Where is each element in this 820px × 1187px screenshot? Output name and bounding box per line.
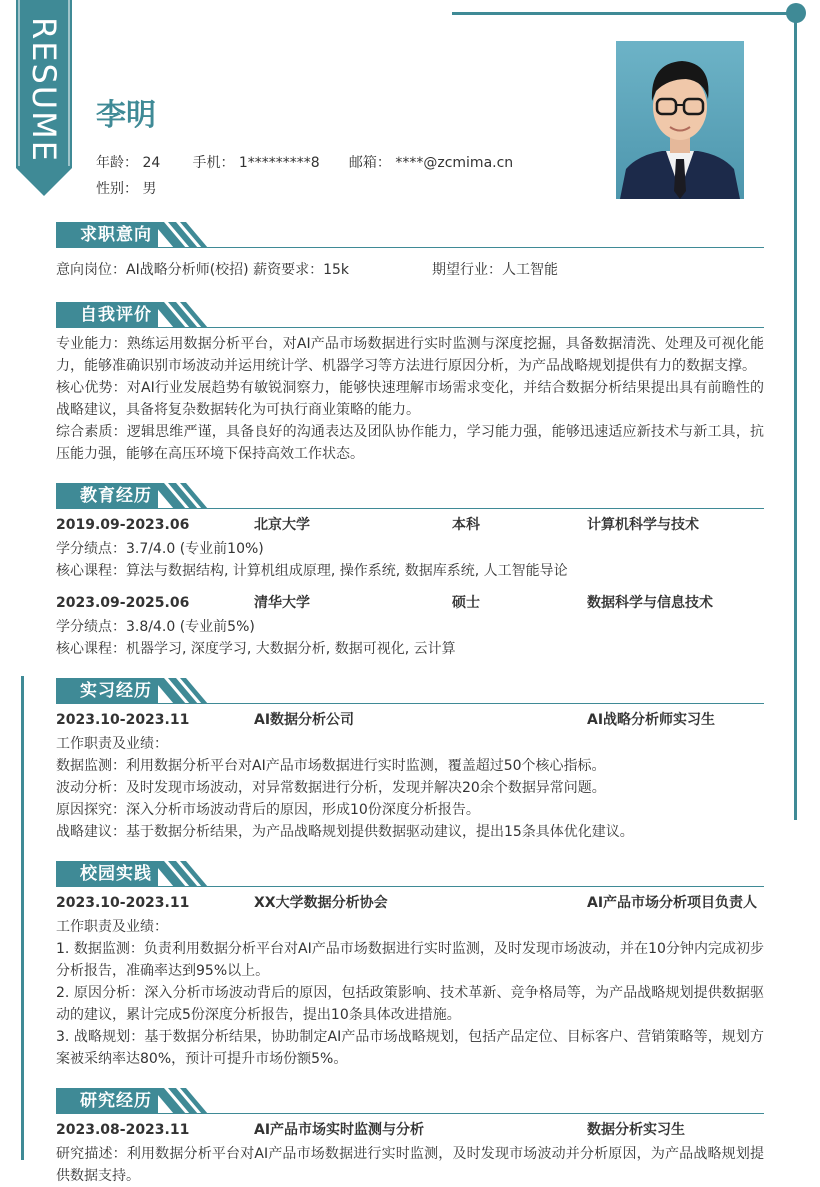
section-header-campus <box>56 857 764 887</box>
research-date: 2023.08-2023.11 <box>56 1122 190 1138</box>
research-role: 数据分析实习生 <box>587 1122 685 1138</box>
campus-item: 2. 原因分析：深入分析市场波动背后的原因，包括政策影响、技术革新、竞争格局等，为产品战略规划提供数据驱动的建议，累计完成5份深度分析报告，提出10条具体改进措施。 <box>56 985 764 1023</box>
edu-courses: 核心课程：算法与数据结构, 计算机组成原理, 操作系统, 数据库系统, 人工智能导论 <box>56 563 568 579</box>
diagonal-stripes-icon <box>152 302 208 328</box>
candidate-name: 李明 <box>96 98 156 133</box>
edu-gpa: 学分绩点：3.7/4.0 (专业前10%) <box>56 541 264 557</box>
section-header-research <box>56 1084 764 1114</box>
self-quality: 综合素质：逻辑思维严谨，具备良好的沟通表达及团队协作能力，学习能力强，能够迅速适应新技术与新工具，抗压能力强，能够在高压环境下保持高效工作状态。 <box>56 424 764 462</box>
intern-intro: 工作职责及业绩： <box>56 736 168 752</box>
section-title-self: 自我评价 <box>80 305 152 325</box>
resume-ribbon <box>16 0 72 196</box>
section-title-intent: 求职意向 <box>80 225 152 245</box>
edu-school: 清华大学 <box>254 595 310 611</box>
age-field: 年龄： 24 <box>96 155 161 171</box>
research-header <box>56 1119 764 1141</box>
edu-date: 2023.09-2025.06 <box>56 595 190 611</box>
diagonal-stripes-icon <box>152 678 208 704</box>
edu-degree: 本科 <box>452 517 480 533</box>
intern-item: 波动分析：及时发现市场波动，对异常数据进行分析，发现并解决20余个数据异常问题。 <box>56 780 606 796</box>
campus-date: 2023.10-2023.11 <box>56 895 190 911</box>
intent-position: 意向岗位：AI战略分析师(校招) 薪资要求：15k <box>56 262 350 278</box>
intent-row <box>56 259 764 281</box>
edu-gpa: 学分绩点：3.8/4.0 (专业前5%) <box>56 619 255 635</box>
edu-major: 数据科学与信息技术 <box>587 595 713 611</box>
phone-field: 手机： 1*********8 <box>192 155 320 171</box>
self-advantage: 核心优势：对AI行业发展趋势有敏锐洞察力，能够快速理解市场需求变化，并结合数据分析结果提出具有前瞻性的战略建议，具备将复杂数据转化为可执行商业策略的能力。 <box>56 380 764 418</box>
section-header-intent <box>56 218 764 248</box>
section-header-intern <box>56 674 764 704</box>
campus-item: 1. 数据监测：负责利用数据分析平台对AI产品市场数据进行实时监测，及时发现市场波动，并在10分钟内完成初步分析报告，准确率达到95%以上。 <box>56 941 764 979</box>
contact-row <box>96 152 513 172</box>
edu-school: 北京大学 <box>254 517 310 533</box>
diagonal-stripes-icon <box>152 861 208 887</box>
gender-row <box>96 178 156 198</box>
left-vertical-line <box>21 676 24 1160</box>
intern-item: 数据监测：利用数据分析平台对AI产品市场数据进行实时监测，覆盖超过50个核心指标。 <box>56 758 606 774</box>
edu-major: 计算机科学与技术 <box>587 517 699 533</box>
top-divider-line <box>452 12 800 15</box>
ribbon-label: RESUME <box>25 16 63 164</box>
diagonal-stripes-icon <box>152 222 208 248</box>
edu-courses: 核心课程：机器学习, 深度学习, 大数据分析, 数据可视化, 云计算 <box>56 641 456 657</box>
intern-header <box>56 709 764 731</box>
intent-industry: 期望行业：人工智能 <box>432 262 558 278</box>
section-title-campus: 校园实践 <box>80 864 152 884</box>
research-desc: 研究描述：利用数据分析平台对AI产品市场数据进行实时监测，及时发现市场波动并分析原因，为产品战略规划提供数据支持。 <box>56 1146 764 1184</box>
campus-intro: 工作职责及业绩： <box>56 919 168 935</box>
diagonal-stripes-icon <box>152 1088 208 1114</box>
intern-company: AI数据分析公司 <box>254 712 355 728</box>
edu-date: 2019.09-2023.06 <box>56 517 190 533</box>
intern-item: 原因探究：深入分析市场波动背后的原因，形成10份深度分析报告。 <box>56 802 480 818</box>
right-vertical-line <box>794 14 797 820</box>
gender-field: 性别： 男 <box>96 181 157 197</box>
section-header-edu <box>56 479 764 509</box>
campus-item: 3. 战略规划：基于数据分析结果，协助制定AI产品市场战略规划，包括产品定位、目标客户、营销策略等，规划方案被采纳率达80%，预计可提升市场份额5%。 <box>56 1029 764 1067</box>
diagonal-stripes-icon <box>152 483 208 509</box>
edu-degree: 硕士 <box>452 595 480 611</box>
intern-date: 2023.10-2023.11 <box>56 712 190 728</box>
edu-entry-2-header <box>56 592 764 614</box>
intern-role: AI战略分析师实习生 <box>587 712 716 728</box>
section-title-research: 研究经历 <box>80 1091 152 1111</box>
section-title-edu: 教育经历 <box>80 486 152 506</box>
research-project: AI产品市场实时监测与分析 <box>254 1122 425 1138</box>
section-header-self <box>56 298 764 328</box>
campus-org: XX大学数据分析协会 <box>254 895 388 911</box>
self-professional: 专业能力：熟练运用数据分析平台，对AI产品市场数据进行实时监测与深度挖掘，具备数据清洗、处理及可视化能力，能够准确识别市场波动并运用统计学、机器学习等方法进行原因分析，为产品战略规划提供有力的数据支撑。 <box>56 336 764 374</box>
person-photo <box>616 41 744 199</box>
edu-entry-1-header <box>56 514 764 536</box>
campus-header <box>56 892 764 914</box>
section-title-intern: 实习经历 <box>80 681 152 701</box>
email-field: 邮箱： ****@zcmima.cn <box>348 155 514 171</box>
campus-role: AI产品市场分析项目负责人 <box>587 895 758 911</box>
intern-item: 战略建议：基于数据分析结果，为产品战略规划提供数据驱动建议，提出15条具体优化建议。 <box>56 824 634 840</box>
